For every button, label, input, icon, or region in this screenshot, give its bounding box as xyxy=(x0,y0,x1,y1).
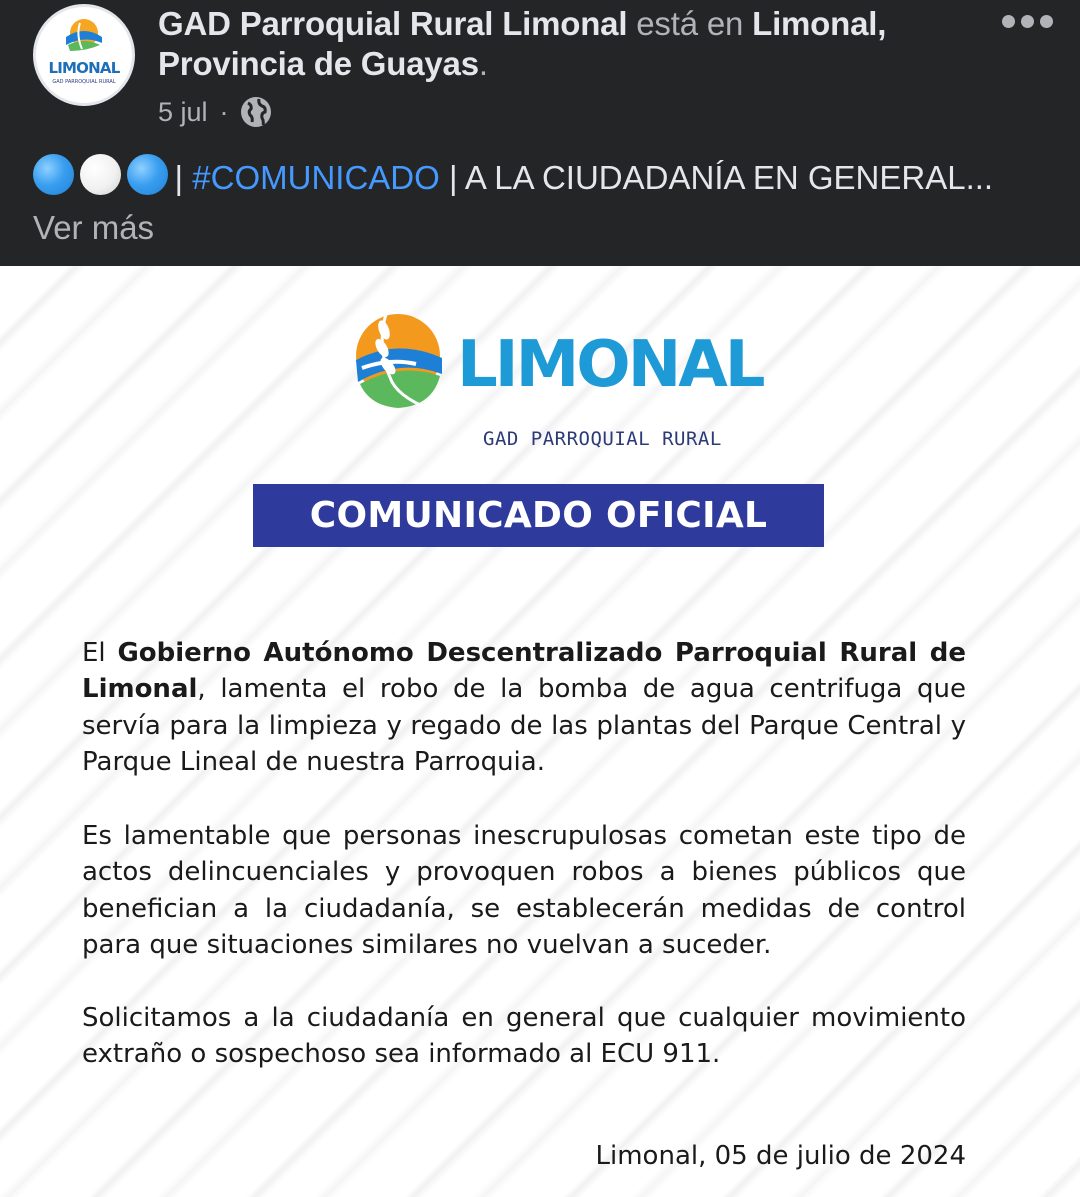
white-circle-icon xyxy=(80,154,121,195)
location-connector: está en xyxy=(636,5,744,42)
see-more-link[interactable]: Ver más xyxy=(33,209,155,246)
communique-banner: COMUNICADO OFICIAL xyxy=(253,484,824,547)
communique-signature: Limonal, 05 de julio de 2024 xyxy=(595,1141,966,1171)
logo-subtitle: GAD PARROQUIAL RURAL xyxy=(483,428,722,450)
post-text xyxy=(33,154,1043,250)
paragraph-1-entity: Gobierno Autónomo Descentralizado Parroquial Rural de Limonal xyxy=(82,638,966,705)
more-options-icon[interactable] xyxy=(1000,10,1056,34)
communique-paragraph-3: Solicitamos a la ciudadanía en general que cualquier movimiento extraño o sospechoso sea informado al ECU 911. xyxy=(82,1003,966,1070)
communique-image[interactable] xyxy=(0,266,1080,1197)
text-separator: | xyxy=(174,159,184,196)
page-avatar[interactable] xyxy=(33,4,135,106)
text-separator: | xyxy=(448,159,458,196)
globe-icon[interactable] xyxy=(239,95,273,129)
post-title xyxy=(158,4,958,84)
communique-paragraph-2: Es lamentable que personas inescrupulosas cometan este tipo de actos delincuenciales y provoquen robos a bienes públicos que benefician a la ciudadanía, se establecerán medidas de control para que situaciones similares no vuelvan a suceder. xyxy=(82,821,966,961)
hashtag-link[interactable]: #COMUNICADO xyxy=(192,159,440,196)
emoji-circles xyxy=(33,154,165,206)
blue-circle-icon xyxy=(127,154,168,195)
avatar-logo-subtext: GAD PARROQUIAL RURAL xyxy=(52,79,116,85)
meta-separator: · xyxy=(219,96,229,127)
limonal-logo xyxy=(340,308,763,450)
blue-circle-icon xyxy=(33,154,74,195)
location-link[interactable]: Limonal, Provincia de Guayas xyxy=(158,5,887,82)
paragraph-1-rest: , lamenta el robo de la bomba de agua centrifuga que servía para la limpieza y regado de las plantas del Parque Central y Parque Lineal de nuestra Parroquia. xyxy=(82,674,966,778)
preview-text: A LA CIUDADANÍA EN GENERAL... xyxy=(464,159,994,196)
limonal-emblem-icon xyxy=(340,308,452,423)
limonal-avatar-logo-icon xyxy=(36,7,132,103)
post-meta xyxy=(158,92,273,132)
post-date[interactable]: 5 jul xyxy=(158,96,208,127)
post-header xyxy=(0,0,1080,266)
logo-wordmark: LIMONAL xyxy=(457,328,763,402)
communique-paragraph-1 xyxy=(82,635,966,781)
page-name-link[interactable]: GAD Parroquial Rural Limonal xyxy=(158,5,628,42)
paragraph-1-lead: El xyxy=(82,638,106,668)
title-period: . xyxy=(478,45,488,82)
avatar-logo-text: LIMONAL xyxy=(48,59,120,77)
